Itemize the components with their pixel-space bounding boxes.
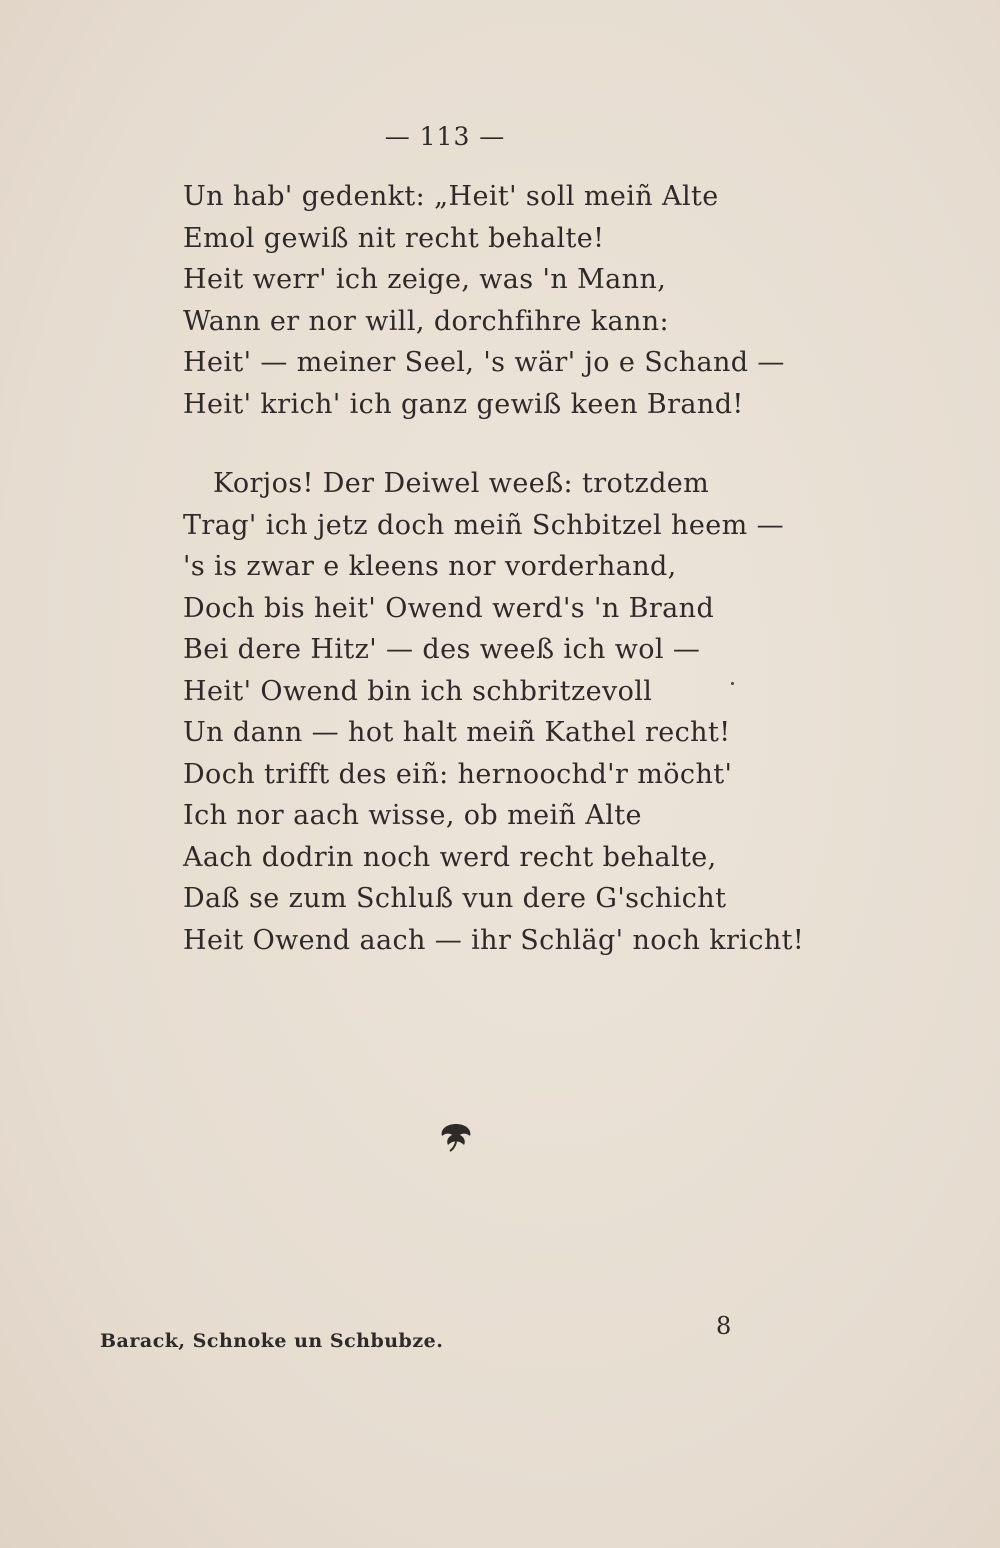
sheet-number: 8 bbox=[716, 1312, 732, 1340]
page-number-header: — 113 — bbox=[384, 122, 506, 151]
verse-line: Doch bis heit' Owend werd's 'n Brand bbox=[183, 592, 715, 624]
verse-line: Korjos! Der Deiwel weeß: trotzdem bbox=[213, 468, 710, 499]
verse-line: 's is zwar e kleens nor vorderhand, bbox=[183, 551, 677, 582]
verse-line: Heit' Owend bin ich schbritzevoll bbox=[183, 675, 653, 707]
print-speck bbox=[731, 682, 734, 685]
stanza-2 bbox=[183, 463, 823, 961]
verse-line: Doch trifft des eiñ: hernoochd'r möcht' bbox=[183, 758, 733, 790]
verse-line: Ich nor aach wisse, ob meiñ Alte bbox=[183, 800, 642, 831]
verse-line: Daß se zum Schluß vun dere G'schicht bbox=[183, 883, 727, 914]
verse-line: Heit' — meiner Seel, 's wär' jo e Schand — bbox=[183, 347, 785, 378]
verse-line: Emol gewiß nit recht behalte! bbox=[183, 222, 605, 254]
verse-line: Un dann — hot halt meiñ Kathel recht! bbox=[183, 717, 731, 748]
verse-line: Aach dodrin noch werd recht behalte, bbox=[183, 841, 717, 873]
footer-signature: Barack, Schnoke un Schbubze. bbox=[100, 1330, 444, 1352]
verse-line: Heit' krich' ich ganz gewiß keen Brand! bbox=[183, 388, 744, 420]
verse-line: Bei dere Hitz' — des weeß ich wol — bbox=[183, 634, 701, 665]
verse-line: Un hab' gedenkt: „Heit' soll meiñ Alte bbox=[183, 181, 719, 212]
verse-line: Heit werr' ich zeige, was 'n Mann, bbox=[183, 264, 667, 295]
verse-line: Trag' ich jetz doch meiñ Schbitzel heem — bbox=[183, 509, 784, 541]
stanza-1 bbox=[183, 176, 823, 425]
verse-line: Heit Owend aach — ihr Schläg' noch kricht! bbox=[183, 924, 805, 956]
verse-line: Wann er nor will, dorchfihre kann: bbox=[183, 305, 670, 337]
leaf-ornament-icon bbox=[436, 1120, 476, 1154]
